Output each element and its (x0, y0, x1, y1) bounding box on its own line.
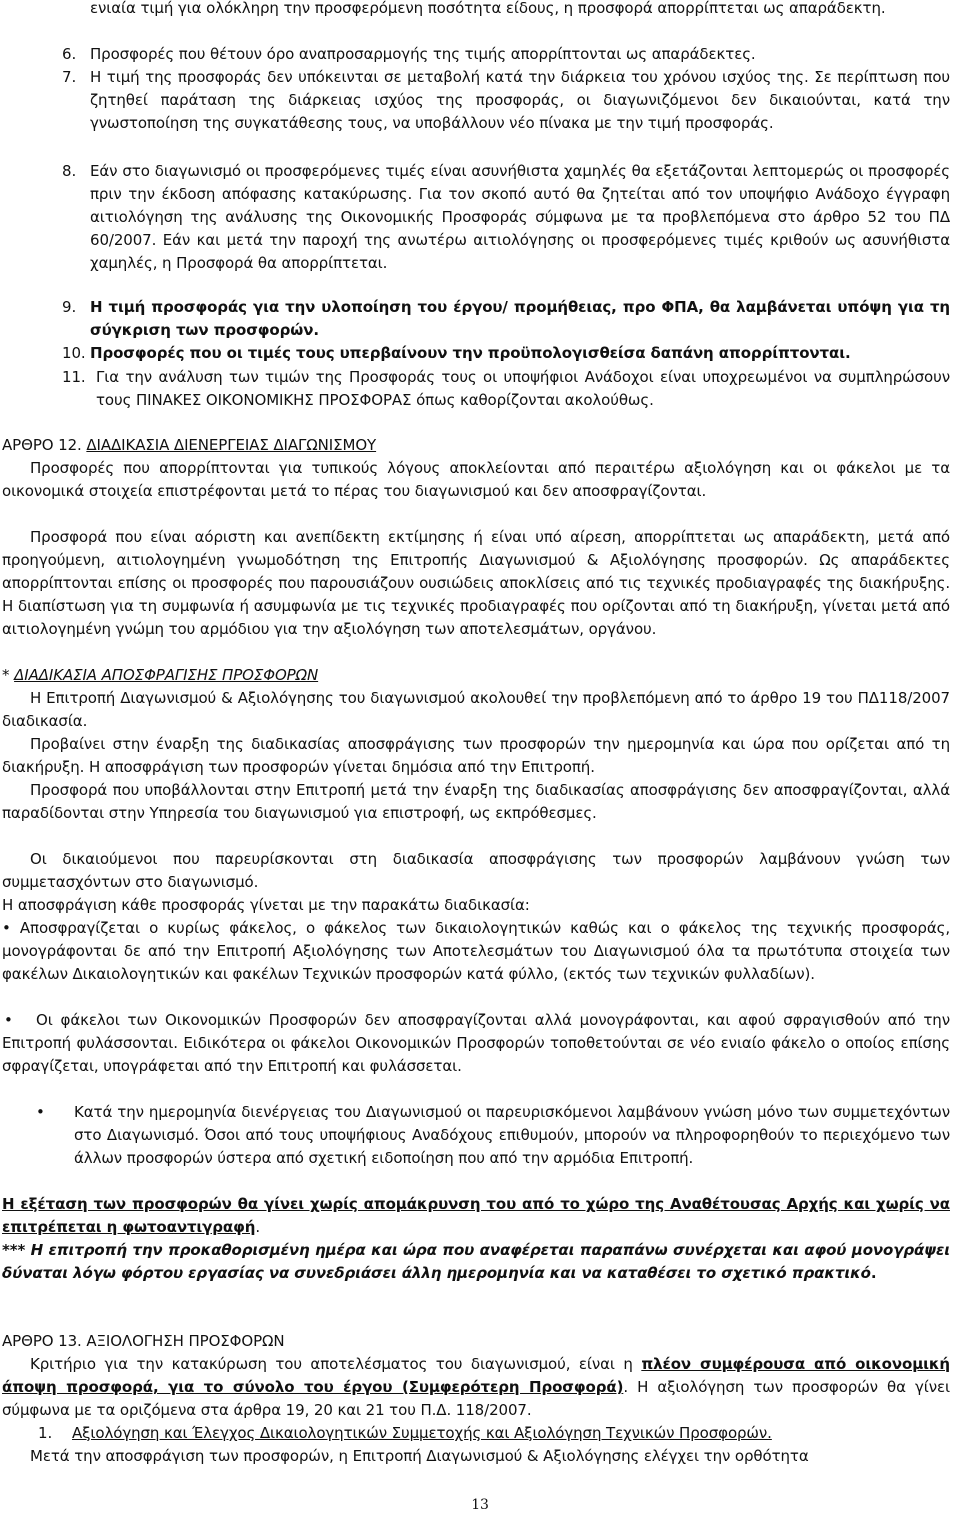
article-13-list-item-1 (38, 1422, 950, 1445)
bullet-text: Κατά την ημερομηνία διενέργειας του Διαγωνισμού οι παρευρισκόμενοι λαμβάνουν γνώση μόνο των συμμετεχόντων στο Διαγωνισμό. Όσοι από τους υποψήφιους Αναδόχους επιθυμούν, μπορούν να πληροφορηθούν το περιεχόμενο των άλλων προσφορών ύστερα από σχετική ειδοποίηση που από την αρμόδια Επιτροπή. (74, 1103, 950, 1167)
list-item-text: Προσφορές που οι τιμές τους υπερβαίνουν την προϋπολογισθείσα δαπάνη απορρίπτονται. (90, 344, 851, 362)
bold-underlined-notice (2, 1193, 950, 1239)
paragraph-text: Η Επιτροπή Διαγωνισμού & Αξιολόγησης του διαγωνισμού ακολουθεί την προβλεπόμενη από το άρθρο 19 του ΠΔ118/2007 διαδικασία. (2, 689, 950, 730)
list-number: 1. (38, 1424, 53, 1442)
paragraph-text: Προσφορές που απορρίπτονται για τυπικούς λόγους αποκλείονται από περαιτέρω αξιολόγηση και οι φάκελοι με τα οικονομικά στοιχεία επιστρέφονται μετά το πέρας του διαγωνισμού και δεν αποσφραγίζονται. (2, 459, 950, 500)
list-item-6 (62, 43, 950, 66)
list-item-text: Η τιμή της προσφοράς δεν υπόκεινται σε μεταβολή κατά την διάρκεια του χρόνου ισχύος της. Σε περίπτωση που ζητηθεί παράταση της διάρκειας ισχύος της προσφοράς, οι διαγωνιζόμενοι δεν δικαιούνται, κατά την γνωστοποίηση της συγκατάθεσης τους, να υποβάλλουν νέο πίνακα με την τιμή προσφοράς. (90, 68, 950, 132)
paragraph-text: Προβαίνει στην έναρξη της διαδικασίας αποσφράγισης των προσφορών την ημερομηνία και ώρα που ορίζεται από τη διακήρυξη. Η αποσφράγιση των προσφορών γίνεται δημόσια από την Επιτροπή. (2, 735, 950, 776)
notice-text: Η εξέταση των προσφορών θα γίνει χωρίς απομάκρυνση του από το χώρο της Αναθέτουσας Αρχής και χωρίς να επιτρέπεται η φωτοαντιγραφή (2, 1195, 950, 1236)
note-stars: *** (2, 1241, 26, 1259)
list-number: 6. (62, 45, 77, 63)
bullet-item-3 (36, 1101, 950, 1170)
note-end: . (870, 1264, 877, 1282)
paragraph-emphasis: πλέον συμφέρουσα από οικονομική άποψη προσφορά, για το σύνολο του έργου (Συμφερότερη Προσφορά) (2, 1355, 951, 1396)
bullet-mark: • (36, 1103, 45, 1121)
paragraph-text: Η αποσφράγιση κάθε προσφοράς γίνεται με την παρακάτω διαδικασία: (2, 896, 530, 914)
article-12-paragraph-5 (2, 779, 950, 825)
list-item-8 (62, 160, 950, 275)
list-item-text: Για την ανάλυση των τιμών της Προσφοράς τους οι υποψήφιοι Ανάδοχοι είναι υποχρεωμένοι να συμπληρώσουν τους ΠΙΝΑΚΕΣ ΟΙΚΟΝΟΜΙΚΗΣ ΠΡΟΣΦΟΡΑΣ όπως καθορίζονται ακολούθως. (96, 368, 950, 409)
paragraph-text: Προσφορά που υποβάλλονται στην Επιτροπή μετά την έναρξη της διαδικασίας αποσφράγισης δεν αποσφραγίζονται, αλλά παραδίδονται στην Υπηρεσία του διαγωνισμού για επιστροφή, ως εκπρόθεσμες. (2, 781, 950, 822)
bullet-item-2 (2, 1009, 950, 1078)
paragraph-text: Μετά την αποσφράγιση των προσφορών, η Επιτροπή Διαγωνισμού & Αξιολόγησης ελέγχει την ορθότητα (30, 1447, 809, 1465)
list-item-7 (62, 66, 950, 135)
list-item-text: ενιαία τιμή για ολόκληρη την προσφερόμενη ποσότητα είδους, η προσφορά απορρίπτεται ως απαράδεκτη. (90, 0, 886, 17)
list-item-9 (62, 296, 950, 342)
notice-end: . (255, 1218, 261, 1236)
subheading-unsealing (2, 664, 950, 687)
article-12-paragraph-2 (2, 526, 950, 641)
paragraph-text: Προσφορά που είναι αόριστη και ανεπίδεκτη εκτίμησης ή είναι υπό αίρεση, απορρίπτεται ως απαράδεκτη, μετά από προηγούμενη, αιτιολογημένη γνωμοδότηση της Επιτροπής Διαγωνισμού & Αξιολόγησης προσφορών. Ως απαράδεκτες απορρίπτονται επίσης οι προσφορές που παρουσιάζουν ουσιώδεις αποκλίσεις από τις τεχνικές προδιαγραφές της διακήρυξης. Η διαπίστωση για τη συμφωνία ή ασυμφωνία με τις τεχνικές προδιαγραφές που ορίζονται από τη διακήρυξη, γίνεται μετά από αιτιολογημένη γνώμη του αρμόδιου για την αξιολόγηση των αποτελεσμάτων, οργάνου. (2, 528, 950, 638)
subheading-title: ΔΙΑΔΙΚΑΣΙΑ ΑΠΟΣΦΡΑΓΙΣΗΣ ΠΡΟΣΦΟΡΩΝ (14, 666, 319, 684)
bullet-text: Οι φάκελοι των Οικονομικών Προσφορών δεν αποσφραγίζονται αλλά μονογράφονται, και αφού σφραγισθούν από την Επιτροπή φυλάσσονται. Ειδικότερα οι φάκελοι Οικονομικών Προσφορών τοποθετούνται σε νέο ενιαίο φάκελο ο οποίος επίσης σφραγίζεται, υπογράφεται από την Επιτροπή και φυλάσσεται. (2, 1011, 950, 1075)
article-12-heading (2, 434, 950, 457)
page-number: 13 (471, 1497, 489, 1513)
article-12-paragraph-1 (2, 457, 950, 503)
paragraph-text: Οι δικαιούμενοι που παρευρίσκονται στη διαδικασία αποσφράγισης των προσφορών λαμβάνουν γνώση των συμμετασχόντων στο διαγωνισμό. (2, 850, 950, 891)
list-item-5-continuation (90, 0, 950, 20)
article-heading: ΑΡΘΡΟ 13. ΑΞΙΟΛΟΓΗΣΗ ΠΡΟΣΦΟΡΩΝ (2, 1332, 285, 1350)
bullet-text: • Αποσφραγίζεται ο κυρίως φάκελος, ο φάκελος των δικαιολογητικών καθώς και ο φάκελος της τεχνικής προσφοράς, μονογράφονται δε από την Επιτροπή Αξιολόγησης των Αποτελεσμάτων του Διαγωνισμού όλα τα πρωτότυπα στοιχεία των φακέλων Δικαιολογητικών και φακέλων Τεχνικών προσφορών κατά φύλλο, (εκτός των τεχνικών φυλλαδίων). (2, 919, 950, 983)
article-12-paragraph-7 (2, 894, 950, 917)
paragraph-text-end: . Η αξιολόγηση των προσφορών θα γίνει σύμφωνα με τα οριζόμενα στα άρθρα 19, 20 και 21 του Π.Δ. 118/2007. (2, 1378, 950, 1419)
article-12-paragraph-4 (2, 733, 950, 779)
note-text: Η επιτροπή την προκαθορισμένη ημέρα και ώρα που αναφέρεται παραπάνω συνέρχεται και αφού μονογράψει δύναται λόγω φόρτου εργασίας να συνεδριάσει άλλη ημερομηνία και να καταθέσει το σχετικό πρακτικό (2, 1241, 950, 1282)
list-number: 8. (62, 162, 77, 180)
article-12-paragraph-6 (2, 848, 950, 894)
list-number: 9. (62, 298, 77, 316)
article-heading-prefix: ΑΡΘΡΟ 12. (2, 436, 87, 454)
list-item-text: Αξιολόγηση και Έλεγχος Δικαιολογητικών Συμμετοχής και Αξιολόγηση Τεχνικών Προσφορών. (72, 1424, 772, 1442)
list-number: 7. (62, 68, 77, 86)
list-item-text: Η τιμή προσφοράς για την υλοποίηση του έργου/ προμήθειας, προ ΦΠΑ, θα λαμβάνεται υπόψη για τη σύγκριση των προσφορών. (90, 298, 950, 339)
bullet-mark: • (4, 1011, 13, 1029)
list-item-text: Εάν στο διαγωνισμό οι προσφερόμενες τιμές είναι ασυνήθιστα χαμηλές θα εξετάζονται λεπτομερώς οι προσφορές πριν την έκδοση απόφασης κατακύρωσης. Για τον σκοπό αυτό θα ζητείται από τον υποψήφιο Ανάδοχο έγγραφη αιτιολόγηση της ανάλυσης της Οικονομικής Προσφοράς σύμφωνα με τα προβλεπόμενα στο άρθρο 52 του ΠΔ 60/2007. Εάν και μετά την παροχή της ανωτέρω αιτιολόγησης οι προσφερόμενες τιμές κριθούν ως ασυνήθιστα χαμηλές, η Προσφορά θα απορρίπτεται. (90, 162, 950, 272)
italic-committee-note (2, 1239, 950, 1285)
article-13-heading (2, 1330, 950, 1353)
list-number: 11. (62, 368, 86, 386)
list-item-text: Προσφορές που θέτουν όρο αναπροσαρμογής της τιμής απορρίπτονται ως απαράδεκτες. (90, 45, 756, 63)
subheading-star: * (2, 666, 15, 684)
list-item-10 (62, 342, 950, 365)
bullet-item-1 (2, 917, 950, 986)
article-13-paragraph-1 (2, 1353, 950, 1422)
article-13-paragraph-2 (2, 1445, 950, 1468)
article-heading-title: ΔΙΑΔΙΚΑΣΙΑ ΔΙΕΝΕΡΓΕΙΑΣ ΔΙΑΓΩΝΙΣΜΟΥ (86, 436, 377, 454)
paragraph-text: Κριτήριο για την κατακύρωση του αποτελέσματος του διαγωνισμού, είναι η (30, 1355, 642, 1373)
list-number: 10. (62, 344, 86, 362)
list-item-11 (62, 366, 950, 412)
article-12-paragraph-3 (2, 687, 950, 733)
